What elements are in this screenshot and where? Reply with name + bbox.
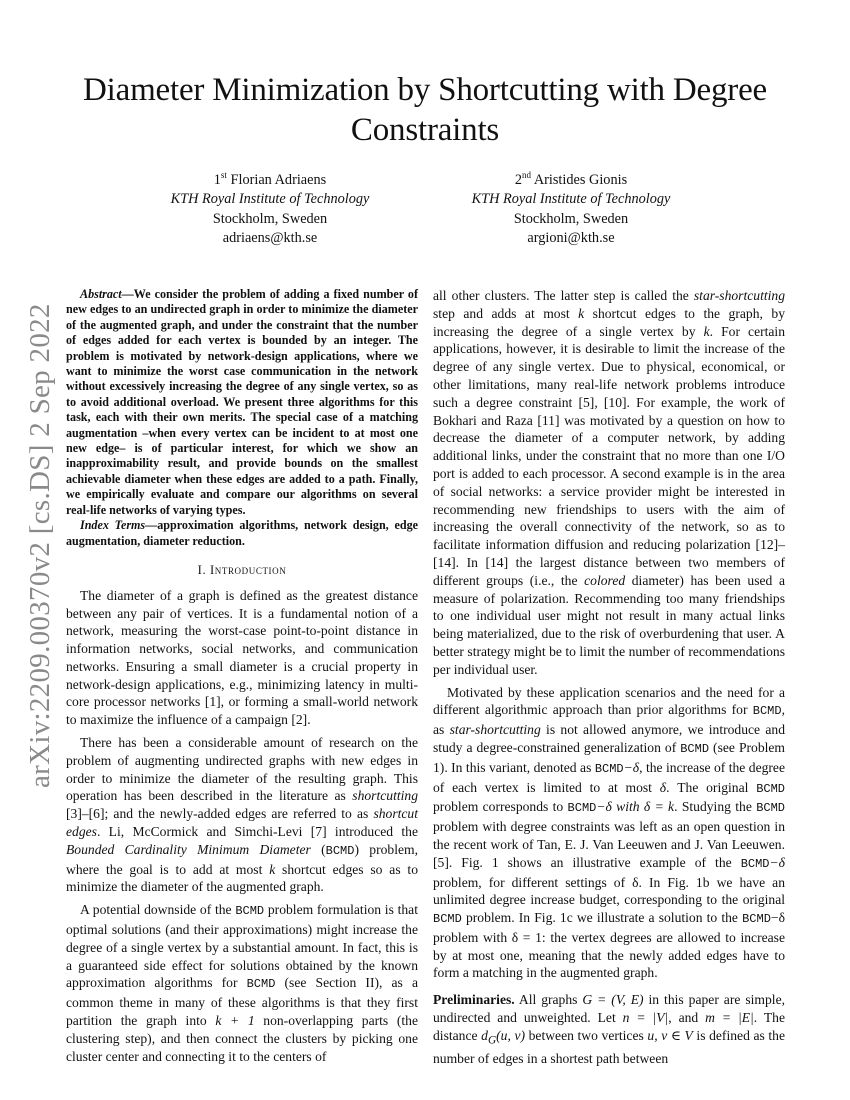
problem-name: BCMD <box>742 912 771 927</box>
arxiv-identifier-stamp: arXiv:2209.00370v2 [cs.DS] 2 Sep 2022 <box>24 303 56 788</box>
math-subscript: G <box>487 1034 497 1047</box>
text-run: Motivated by these application scenarios and the need for a different algorithmic approach than prior algorithms for <box>433 684 785 718</box>
text-run: ) problem, where the goal is to add at most <box>66 841 418 877</box>
text-run: , as <box>433 702 785 738</box>
intro-paragraph-3-continued <box>433 287 785 679</box>
emphasis: shortcutting <box>352 788 418 804</box>
problem-name: BCMD <box>325 843 355 858</box>
text-run: A potential downside of the <box>80 902 236 918</box>
text-run: −δ problem with δ = 1: the vertex degrees are allowed to increase by at most one, meaning that the newly added edges have to form a matching in the augmented graph. <box>433 910 785 981</box>
text-run: There has been a considerable amount of research on the problem of augmenting undirected graphs with new edges in order to minimize the diameter of the resulting graph. This operation has been described in the literature as <box>66 735 418 804</box>
text-run: in this paper are simple, undirected and unweighted. Let <box>433 992 785 1026</box>
emphasis: star-shortcutting <box>693 288 785 303</box>
intro-paragraph-4 <box>433 684 785 983</box>
paper-title: Diameter Minimization by Shortcutting with Degree Constraints <box>83 72 767 148</box>
abstract-text: —We consider the problem of adding a fixed number of new edges to an undirected graph in order to minimize the diameter of the augmented graph, and under the constraint that the number of edges added for each vertex is bounded by an integer. The problem is motivated by network-design applications, where we want to minimize the worst case communication in the network without excessively increasing the degree of any single vertex, so as to avoid additional overload. We present three algorithms for this task, each with their own merits. The special case of a matching augmentation –when every vertex can be incident to at most one new edge– is of particular interest, for which we show an inapproximability result, and provide bounds on the smallest achievable diameter when these edges are added to a path. Finally, we empirically evaluate and compare our algorithms on several real-life networks of varying types. <box>66 287 418 517</box>
text-run: problem with degree constraints was left as an open question in the recent work of Tan, E. J. Van Leeuwen and J. Van Leeuwen. [5]. Fig. 1 shows an illustrative example of the <box>433 819 785 870</box>
text-run: is not allowed anymore, we introduce and study a degree-constrained generalization of <box>433 722 785 755</box>
emphasis: Bounded Cardinality Minimum Diameter <box>66 841 311 857</box>
author-location: Stockholm, Sweden <box>513 210 629 227</box>
author-affiliation: KTH Royal Institute of Technology <box>471 191 671 208</box>
text-run: is defined as the number of edges in a shortest path between <box>433 1027 786 1067</box>
text-run: [3]–[6]; and the newly-added edges are referred to as <box>66 806 374 822</box>
text-run: . Li, McCormick and Simchi-Levi [7] introduced the <box>96 824 418 840</box>
text-run: All graphs <box>514 992 583 1008</box>
problem-name: BCMD <box>740 856 770 871</box>
problem-name: BCMD <box>752 704 782 719</box>
author-block-1 <box>105 166 435 249</box>
text-run: problem, for different settings of δ. In Fig. 1b we have an unlimited degree increase budget, corresponding to the original <box>433 874 785 908</box>
left-column <box>66 287 418 1065</box>
math: m = |E| <box>705 1010 754 1026</box>
problem-name: BCMD <box>756 801 786 816</box>
text-run: problem corresponds to <box>433 799 568 815</box>
math: (u, v) <box>496 1027 526 1043</box>
abstract <box>66 287 418 518</box>
problem-name: BCMD <box>567 801 597 816</box>
text-run: (see Section II), as a common theme in many of these algorithms is that they first partition the graph into <box>66 975 418 1029</box>
math: −δ with δ = k <box>596 799 675 815</box>
math: G = (V, E) <box>582 992 644 1008</box>
text-run: problem formulation is that optimal solutions (and their approximations) might increase the degree of a single vertex by a substantial amount. In fact, this is a guaranteed side effect for solutions obtained by the known approximation algorithms for <box>66 902 418 991</box>
text-run: diameter) has been used a measure of polarization. Recommending too many friendships to one individual user might not result in many actual links being materialized, due to the risk of overburdening that user. A better strategy might be to limit the number of recommendations per individual user. <box>433 572 785 677</box>
text-run: , the increase of the degree of each vertex is limited to at most <box>433 759 785 795</box>
text-run: . Studying the <box>674 799 757 815</box>
author-ordinal: 2 <box>514 171 523 188</box>
index-terms <box>66 518 418 549</box>
math: −δ <box>769 854 785 870</box>
problem-name: BCMD <box>235 904 265 919</box>
author-name: Aristides Gionis <box>533 171 628 188</box>
text-run: ( <box>310 841 326 857</box>
index-terms-text: —approximation algorithms, network design, edge augmentation, diameter reduction. <box>66 518 418 548</box>
text-run: non-overlapping parts (the clustering step), and then connect the clusters by picking one cluster center and connecting it to the centers of <box>66 1013 418 1064</box>
math: u, v ∈ V <box>647 1027 693 1043</box>
author-location: Stockholm, Sweden <box>212 210 328 227</box>
preliminaries-paragraph <box>433 991 785 1068</box>
text-run: . For certain applications, however, it is desirable to limit the increase of the degree of any single vertex. Due to physical, economical, or other limitations, many real-life network problems introduce such a degree constraint [5], [10]. For example, the work of Bokhari and Raza [11] was motivated by a question on how to decrease the diameter of a computer network, by adding additional links, under the constraint that no more than one I/O port is added to each processor. A second example is in the area of social networks: a service provider might be interested in recommending new friendships to users with the aim of increasing the overall connectivity of the network, so as to facilitate information diffusion and reducing polarization [12]–[14]. In [14] the largest distance between two members of different groups (i.e., the <box>433 323 786 588</box>
emphasis: shortcut edges <box>66 806 418 840</box>
math: −δ <box>623 759 640 775</box>
math: n = |V| <box>622 1010 669 1026</box>
author-ordinal: 1 <box>213 171 221 188</box>
text-run: , and <box>668 1010 706 1026</box>
problem-name: BCMD <box>680 741 710 756</box>
math: k <box>703 323 710 339</box>
text-run: step and adds at most <box>433 305 579 321</box>
abstract-label: Abstract <box>80 287 122 301</box>
text-run: shortcut edges so as to minimize the diameter of the augmented graph. <box>66 861 418 895</box>
intro-paragraph-2 <box>66 734 418 896</box>
intro-paragraph-3 <box>66 901 418 1065</box>
math: k <box>578 305 585 321</box>
author-ordinal-sup: st <box>220 170 227 180</box>
text-run: . The distance <box>433 1010 785 1043</box>
emphasis: star-shortcutting <box>449 722 541 738</box>
author-email: adriaens@kth.se <box>222 230 318 247</box>
author-name: Florian Adriaens <box>230 171 327 188</box>
author-block-2 <box>406 166 736 249</box>
text-run: all other clusters. The latter step is called the <box>433 288 694 303</box>
problem-name: BCMD <box>756 781 785 796</box>
author-email: argioni@kth.se <box>527 230 615 247</box>
math: k <box>269 861 276 877</box>
emphasis: colored <box>584 572 626 588</box>
problem-name: BCMD <box>594 761 624 776</box>
text-run: shortcut edges to the graph, by increasing the degree of a single vertex by <box>433 305 785 339</box>
text-run: problem. In Fig. 1c we illustrate a solution to the <box>461 910 743 926</box>
section-title: Introduction <box>209 562 287 577</box>
index-terms-label: Index Terms <box>80 518 146 533</box>
author-ordinal-sup: nd <box>522 170 532 180</box>
paragraph-label: Preliminaries. <box>433 992 515 1008</box>
section-number: I. <box>197 562 207 577</box>
section-heading-introduction <box>66 562 418 580</box>
text-run: (see Problem 1). In this variant, denoted as <box>433 739 786 775</box>
problem-name: BCMD <box>433 912 462 927</box>
text-run: . The original <box>666 779 757 795</box>
author-affiliation: KTH Royal Institute of Technology <box>170 191 370 208</box>
math: δ <box>659 779 667 795</box>
text-run: between two vertices <box>525 1027 648 1043</box>
right-column <box>433 287 785 1068</box>
math: k + 1 <box>215 1013 255 1029</box>
math: d <box>481 1027 488 1043</box>
intro-paragraph-1: The diameter of a graph is defined as the greatest distance between any pair of vertices. It is a fundamental notion of a network, measuring the worst-case point-to-point distance in information networks, social networks, and communication networks. Ensuring a small diameter is a crucial property in network-design applications, e.g., minimizing latency in multi-core processor networks [1], or forming a small-world network to maximize the influence of a campaign [2]. <box>66 587 418 728</box>
problem-name: BCMD <box>246 977 276 992</box>
